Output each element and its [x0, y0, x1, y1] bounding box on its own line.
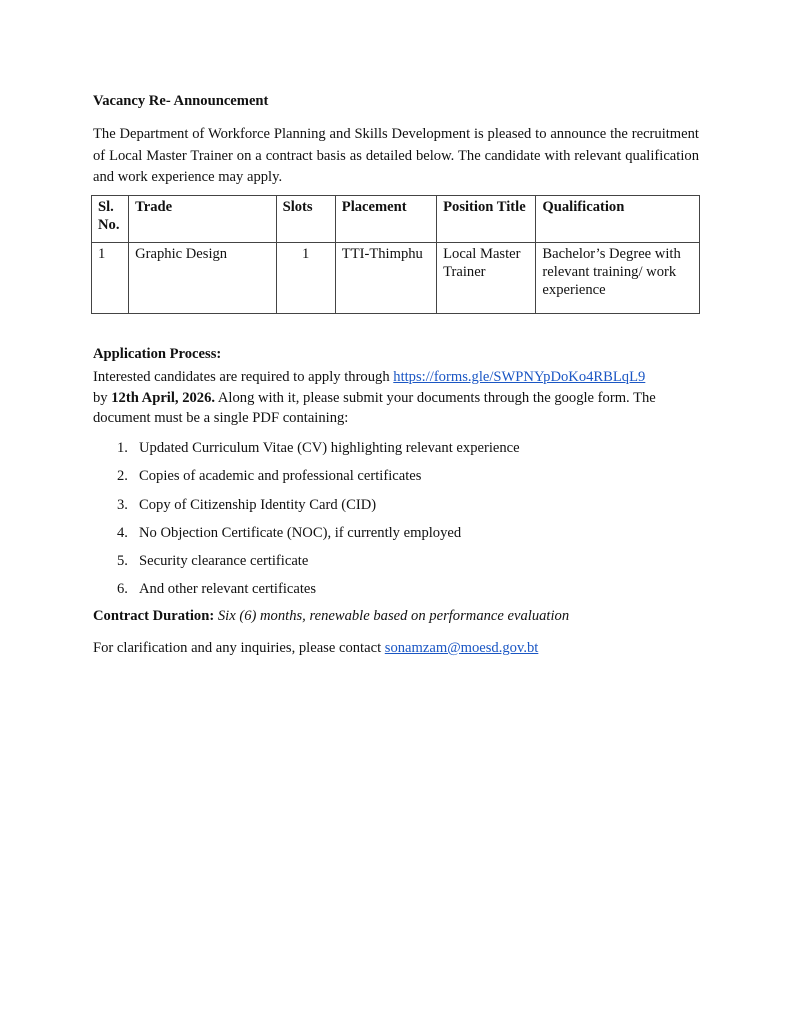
list-item: [93, 523, 520, 551]
application-line1: Interested candidates are required to apply through: [93, 369, 394, 385]
list-number: 2.: [117, 468, 128, 485]
contact-text: For clarification and any inquiries, please contact: [93, 640, 385, 656]
list-item: [93, 466, 520, 494]
application-heading: Application Process:: [93, 346, 222, 362]
cell-trade: Graphic Design: [129, 243, 276, 314]
header-slots: Slots: [276, 196, 335, 243]
cell-placement: TTI-Thimphu: [335, 243, 436, 314]
list-number: 6.: [117, 581, 128, 598]
header-qualification: Qualification: [536, 196, 700, 243]
list-number: 3.: [117, 496, 128, 513]
list-item: [93, 551, 520, 579]
list-text: Updated Curriculum Vitae (CV) highlighting relevant experience: [139, 440, 520, 456]
vacancy-table: [91, 195, 700, 314]
list-item: [93, 579, 520, 607]
application-line2: Along with it, please submit your documents through the google form. The document must be a single PDF containing:: [93, 389, 656, 426]
documents-list: [93, 438, 520, 608]
header-placement: Placement: [335, 196, 436, 243]
contact-email-link[interactable]: sonamzam@moesd.gov.bt: [384, 640, 539, 656]
list-item: [93, 495, 520, 523]
contract-value: Six (6) months, renewable based on performance evaluation: [217, 608, 570, 624]
intro-paragraph: The Department of Workforce Planning and Skills Development is pleased to announce the recruitment of Local Master Trainer on a contract basis as detailed below. The candidate with relevant qualification and work experience may apply.: [93, 126, 699, 185]
header-position-title: Position Title: [437, 196, 536, 243]
form-link[interactable]: https://forms.gle/SWPNYpDoKo4RBLqL9: [393, 369, 646, 385]
contract-label: Contract Duration:: [93, 608, 215, 624]
header-sl-no: Sl. No.: [92, 196, 129, 243]
cell-position-title: Local Master Trainer: [437, 243, 536, 314]
cell-sl-no: 1: [92, 243, 129, 314]
by-text: by: [93, 389, 112, 406]
list-text: Copies of academic and professional certificates: [139, 468, 422, 485]
table-header-row: [92, 196, 700, 243]
table-row: [92, 243, 700, 314]
list-item: [93, 438, 520, 466]
list-number: 4.: [117, 524, 128, 541]
deadline: 12th April, 2026.: [111, 389, 216, 406]
list-text: Copy of Citizenship Identity Card (CID): [139, 496, 377, 513]
cell-slots: 1: [276, 243, 335, 314]
list-text: And other relevant certificates: [139, 581, 317, 598]
list-text: Security clearance certificate: [139, 553, 309, 570]
contract-duration: [93, 608, 569, 625]
application-paragraph: [93, 367, 699, 429]
list-number: 5.: [117, 553, 128, 570]
header-trade: Trade: [129, 196, 276, 243]
page-title: Vacancy Re- Announcement: [93, 93, 269, 109]
contact-line: [93, 640, 538, 657]
list-number: 1.: [117, 440, 128, 456]
cell-qualification: Bachelor’s Degree with relevant training/ work experience: [536, 243, 700, 314]
list-text: No Objection Certificate (NOC), if currently employed: [139, 524, 462, 541]
